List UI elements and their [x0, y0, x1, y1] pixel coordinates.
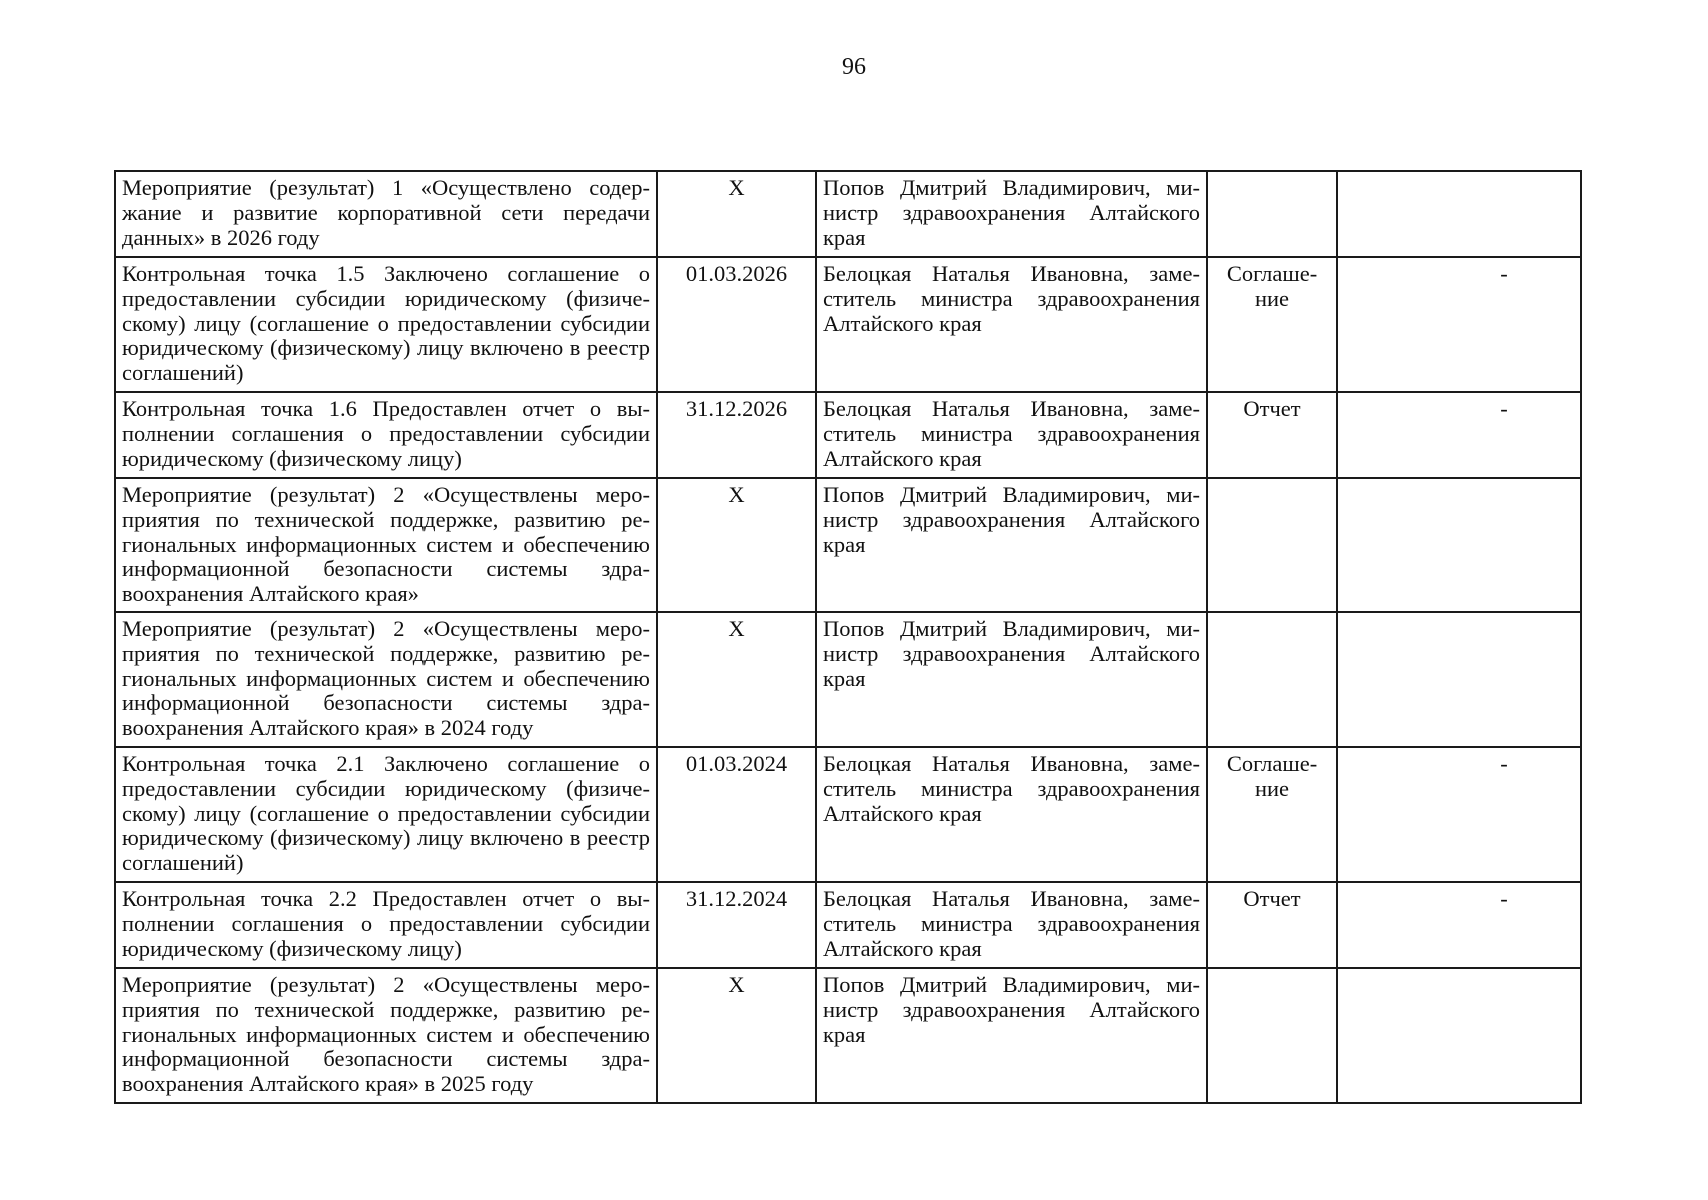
note-value: - [1500, 396, 1508, 421]
completion-date: X [657, 968, 816, 1103]
event-description: Мероприятие (результат) 2 «Осуществлены мероприятия по технической поддержке, развитию региональных информационных систем и обеспечению информационной безопасности системы здравоохранения Алтайского края» [115, 478, 657, 612]
completion-date: 01.03.2024 [657, 747, 816, 882]
table-row [115, 968, 1581, 1103]
confirming-document [1207, 478, 1337, 612]
event-description: Контрольная точка 2.2 Предоставлен отчет о выполнении соглашения о предоставлении субсидии юридическому (физическому лицу) [115, 882, 657, 968]
responsible-person: Попов Дмитрий Владимирович, министр здравоохранения Алтайского края [816, 478, 1207, 612]
confirming-document: Отчет [1207, 392, 1337, 478]
confirming-document: Соглашение [1207, 257, 1337, 392]
confirming-document: Отчет [1207, 882, 1337, 968]
note-value: - [1500, 886, 1508, 911]
note-cell [1337, 968, 1581, 1103]
completion-date: 31.12.2024 [657, 882, 816, 968]
responsible-person: Белоцкая Наталья Ивановна, заместитель министра здравоохранения Алтайского края [816, 882, 1207, 968]
note-cell [1337, 882, 1581, 968]
responsible-person: Попов Дмитрий Владимирович, министр здравоохранения Алтайского края [816, 612, 1207, 747]
completion-date: 01.03.2026 [657, 257, 816, 392]
completion-date: 31.12.2026 [657, 392, 816, 478]
note-cell [1337, 747, 1581, 882]
responsible-person: Попов Дмитрий Владимирович, министр здравоохранения Алтайского края [816, 171, 1207, 257]
note-cell [1337, 257, 1581, 392]
event-description: Контрольная точка 2.1 Заключено соглашение о предоставлении субсидии юридическому (физическому) лицу (соглашение о предоставлении субсидии юридическому (физическому) лицу включено в реестр соглашений) [115, 747, 657, 882]
event-description: Контрольная точка 1.5 Заключено соглашение о предоставлении субсидии юридическому (физическому) лицу (соглашение о предоставлении субсидии юридическому (физическому) лицу включено в реестр соглашений) [115, 257, 657, 392]
confirming-document [1207, 968, 1337, 1103]
confirming-document [1207, 171, 1337, 257]
event-description: Мероприятие (результат) 1 «Осуществлено содержание и развитие корпоративной сети передачи данных» в 2026 году [115, 171, 657, 257]
table-row [115, 392, 1581, 478]
table-row [115, 171, 1581, 257]
note-cell [1337, 171, 1581, 257]
note-value: - [1500, 751, 1508, 776]
completion-date: X [657, 171, 816, 257]
table-row [115, 612, 1581, 747]
table-row [115, 257, 1581, 392]
event-description: Мероприятие (результат) 2 «Осуществлены мероприятия по технической поддержке, развитию региональных информационных систем и обеспечению информационной безопасности системы здравоохранения Алтайского края» в 2025 году [115, 968, 657, 1103]
table-row [115, 747, 1581, 882]
plan-table [114, 170, 1582, 1104]
responsible-person: Белоцкая Наталья Ивановна, заместитель министра здравоохранения Алтайского края [816, 257, 1207, 392]
responsible-person: Белоцкая Наталья Ивановна, заместитель министра здравоохранения Алтайского края [816, 747, 1207, 882]
responsible-person: Белоцкая Наталья Ивановна, заместитель министра здравоохранения Алтайского края [816, 392, 1207, 478]
completion-date: X [657, 612, 816, 747]
completion-date: X [657, 478, 816, 612]
note-value: - [1500, 261, 1508, 286]
note-cell [1337, 392, 1581, 478]
note-cell [1337, 612, 1581, 747]
event-description: Контрольная точка 1.6 Предоставлен отчет о выполнении соглашения о предоставлении субсидии юридическому (физическому лицу) [115, 392, 657, 478]
note-cell [1337, 478, 1581, 612]
event-description: Мероприятие (результат) 2 «Осуществлены мероприятия по технической поддержке, развитию региональных информационных систем и обеспечению информационной безопасности системы здравоохранения Алтайского края» в 2024 году [115, 612, 657, 747]
confirming-document [1207, 612, 1337, 747]
page-number: 96 [842, 54, 866, 80]
table-row [115, 478, 1581, 612]
table-row [115, 882, 1581, 968]
responsible-person: Попов Дмитрий Владимирович, министр здравоохранения Алтайского края [816, 968, 1207, 1103]
confirming-document: Соглашение [1207, 747, 1337, 882]
